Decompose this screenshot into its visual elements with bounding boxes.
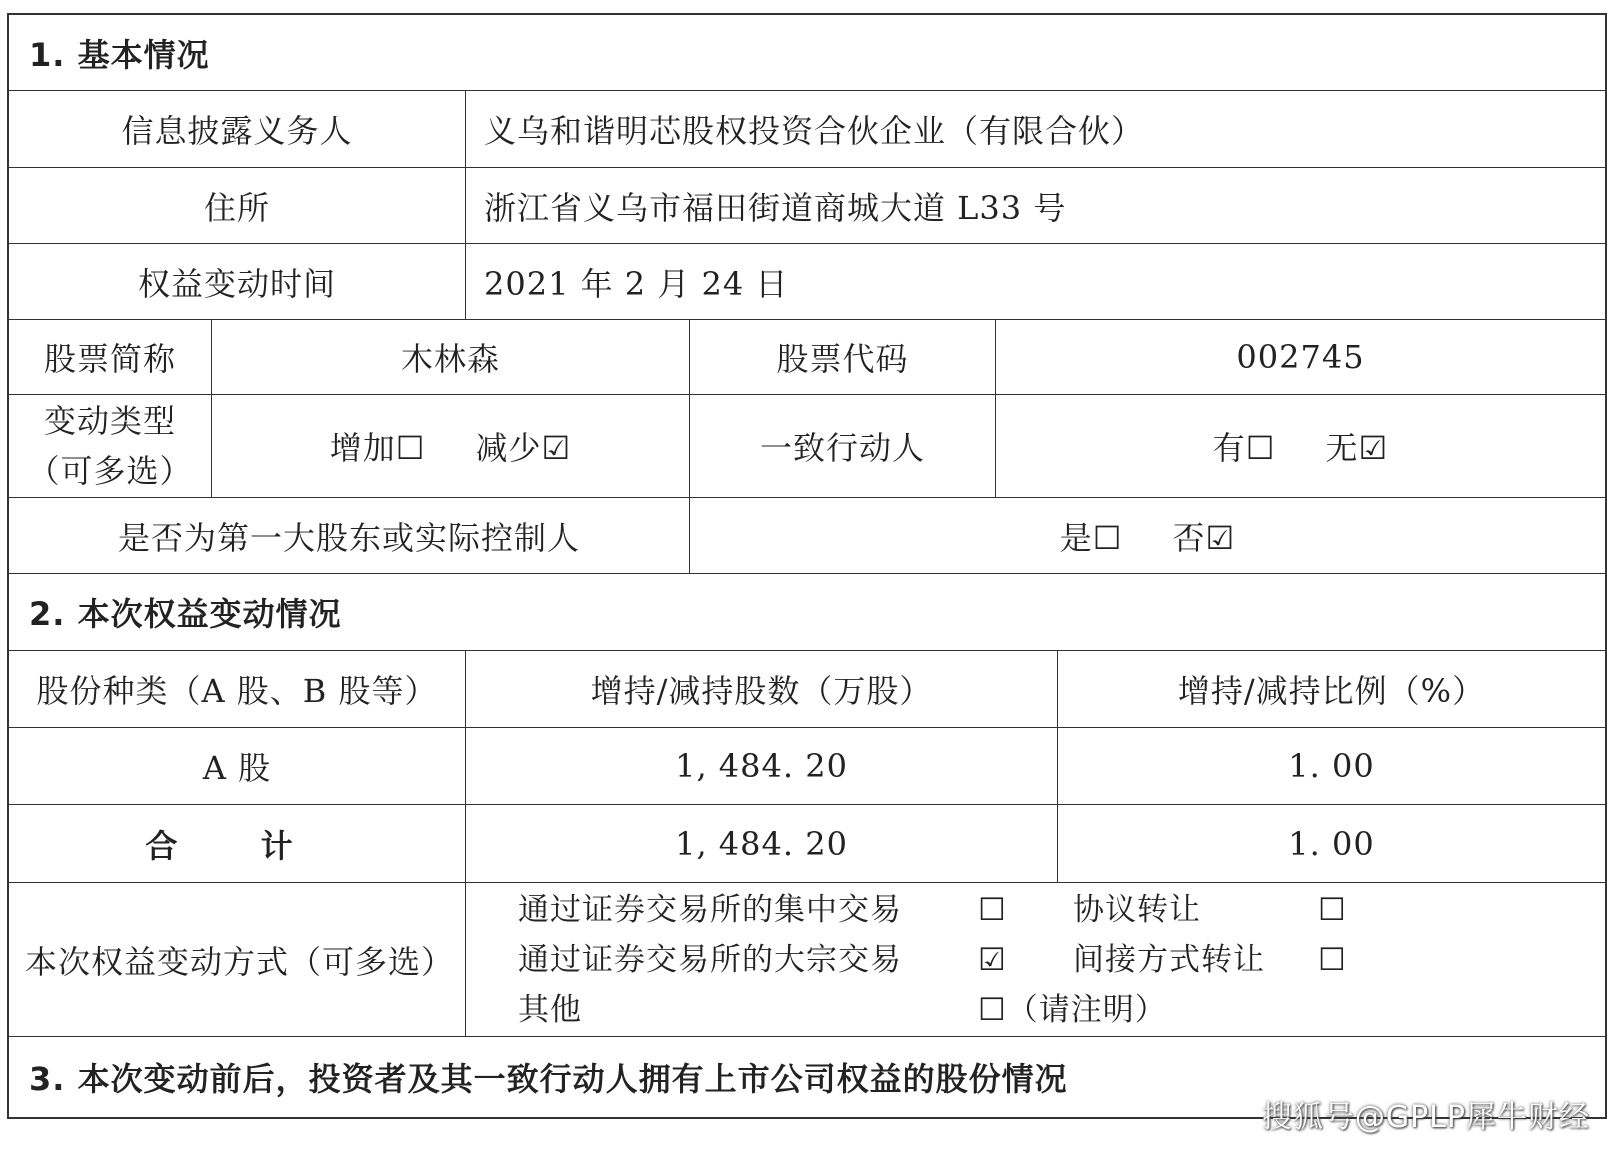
discloser-value: 义乌和谐明芯股权投资合伙企业（有限合伙） [484, 112, 1145, 150]
method-indirect-label: 间接方式转让 [1073, 941, 1265, 978]
largest-holder-label: 是否为第一大股东或实际控制人 [9, 498, 690, 573]
watermark: 搜狐号@GPLP犀牛财经 [1261, 1100, 1590, 1135]
method-block-trade-checkbox[interactable]: ☑ [978, 941, 1007, 978]
total-label: 合 计 [9, 805, 466, 882]
change-type-label-line1: 变动类型 [43, 402, 176, 440]
method-block-trade-label: 通过证券交易所的大宗交易 [518, 941, 902, 978]
method-other-label: 其他 [518, 991, 582, 1028]
largest-no-checkbox[interactable]: 否☑ [1172, 518, 1236, 557]
share-type-header: 股份种类（A 股、B 股等） [9, 651, 466, 727]
total-ratio: 1. 00 [1288, 824, 1375, 863]
method-agreement-label: 协议转让 [1073, 891, 1201, 928]
change-time-label: 权益变动时间 [9, 244, 466, 319]
section2-column-headers [9, 651, 1605, 728]
address-row [9, 168, 1605, 244]
section1-header-row [9, 15, 1605, 91]
method-line-3 [518, 985, 1605, 1035]
largest-yes-checkbox[interactable]: 是☐ [1059, 518, 1123, 557]
concert-label: 一致行动人 [690, 395, 996, 497]
largest-holder-options [690, 498, 1605, 573]
share-type-cell: A 股 [9, 728, 466, 804]
change-type-label-line2: （可多选） [27, 452, 193, 490]
method-line-1 [518, 885, 1605, 935]
change-method-options [466, 883, 1605, 1036]
change-type-label [9, 395, 212, 497]
change-method-row [9, 883, 1605, 1037]
method-other-checkbox[interactable]: ☐（请注明） [978, 991, 1167, 1028]
method-centralized-checkbox[interactable]: ☐ [978, 891, 1007, 928]
total-row [9, 805, 1605, 883]
method-indirect-checkbox[interactable]: ☐ [1318, 941, 1347, 978]
change-time-row [9, 244, 1605, 320]
stock-row [9, 320, 1605, 395]
decrease-checkbox[interactable]: 减少☑ [475, 429, 572, 467]
discloser-row [9, 91, 1605, 168]
increase-checkbox[interactable]: 增加☐ [329, 429, 426, 467]
stock-name-label: 股票简称 [9, 320, 212, 394]
address-label: 住所 [9, 168, 466, 243]
disclosure-table [7, 13, 1607, 1119]
stock-name-value: 木林森 [212, 320, 690, 394]
method-line-2 [518, 935, 1605, 985]
share-ratio-header: 增持/减持比例（%） [1177, 672, 1486, 710]
share-count-cell: 1, 484. 20 [466, 728, 1058, 804]
largest-holder-row [9, 498, 1605, 574]
discloser-label: 信息披露义务人 [9, 91, 466, 167]
section3-title: 3. 本次变动前后，投资者及其一致行动人拥有上市公司权益的股份情况 [29, 1060, 1068, 1098]
section1-title: 1. 基本情况 [29, 35, 210, 74]
share-count-header: 增持/减持股数（万股） [466, 651, 1058, 727]
section2-header-row [9, 574, 1605, 651]
section2-title: 2. 本次权益变动情况 [29, 595, 342, 633]
concert-options [996, 395, 1605, 497]
address-value: 浙江省义乌市福田街道商城大道 L33 号 [484, 188, 1067, 227]
change-type-row [9, 395, 1605, 498]
share-ratio-cell: 1. 00 [1288, 747, 1375, 785]
table-row [9, 728, 1605, 805]
total-shares: 1, 484. 20 [466, 805, 1058, 882]
method-agreement-checkbox[interactable]: ☐ [1318, 891, 1347, 928]
change-type-options [212, 395, 690, 497]
stock-code-value: 002745 [1236, 338, 1365, 376]
change-method-label: 本次权益变动方式（可多选） [9, 883, 466, 1036]
change-time-value: 2021 年 2 月 24 日 [484, 264, 789, 303]
concert-yes-checkbox[interactable]: 有☐ [1212, 429, 1276, 467]
stock-code-label: 股票代码 [690, 320, 996, 394]
method-centralized-label: 通过证券交易所的集中交易 [518, 891, 902, 928]
concert-no-checkbox[interactable]: 无☑ [1325, 429, 1389, 467]
